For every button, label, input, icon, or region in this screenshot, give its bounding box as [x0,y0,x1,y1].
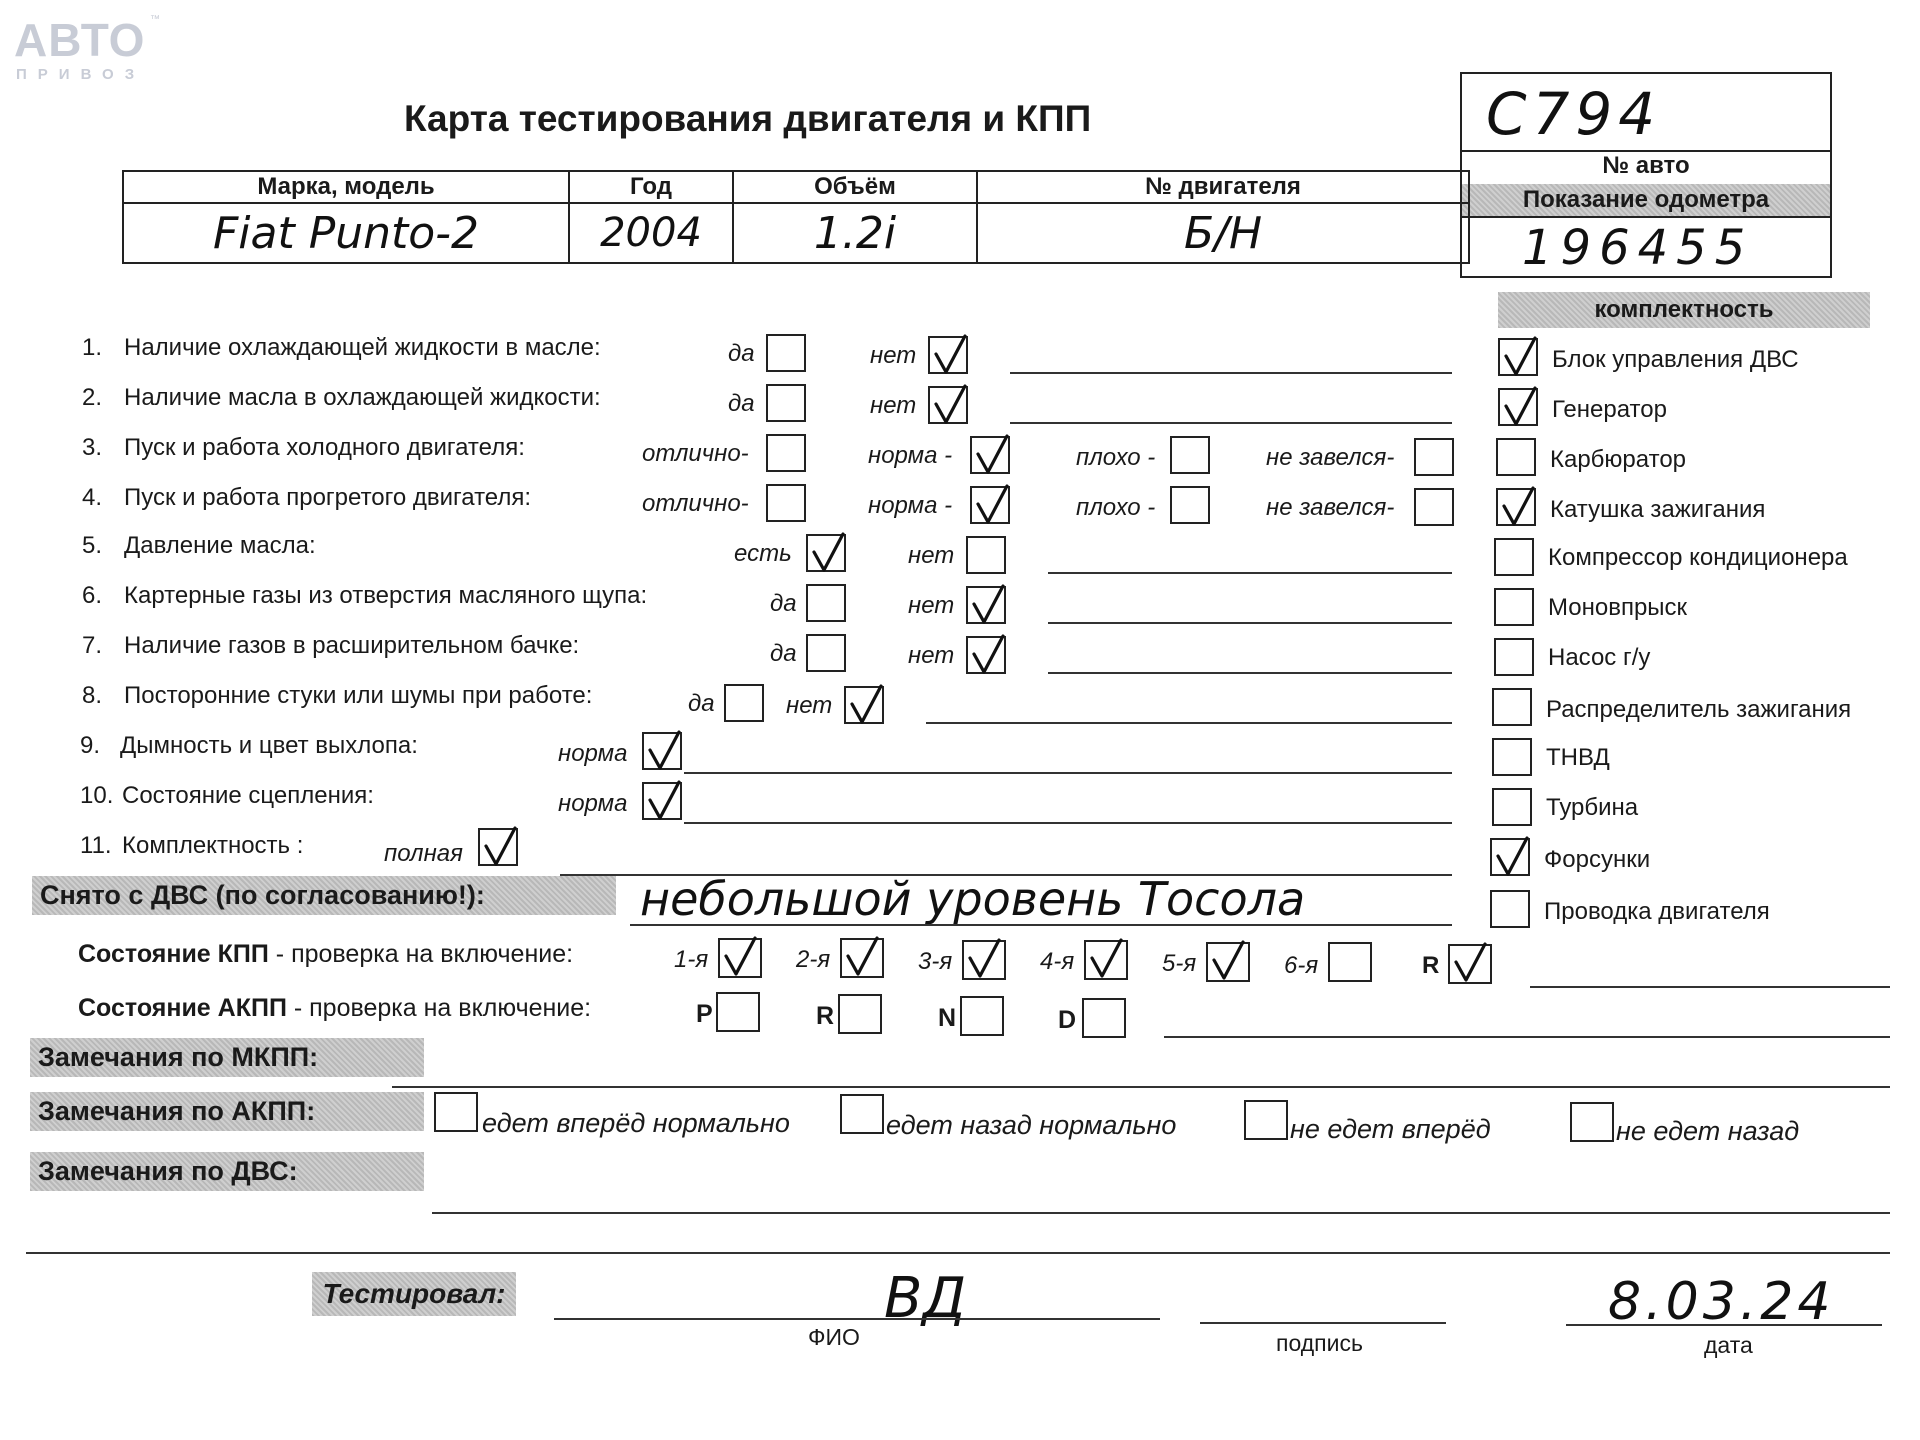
mode-d-label: D [1058,1006,1077,1034]
kit-checkbox-injectors[interactable] [1490,838,1530,876]
check-mark-icon [722,936,758,978]
row-8-yes-checkbox[interactable] [724,684,764,722]
mode-r-checkbox[interactable] [838,994,882,1034]
kit-item-wiring: Проводка двигателя [1544,898,1770,925]
row-7-number: 7. [82,632,103,659]
gear-4-label: 4-я [1040,948,1075,975]
check-mark-icon [966,938,1002,980]
row-4-normal-checkbox[interactable] [970,486,1010,524]
akpp-no-forward-checkbox[interactable] [1244,1100,1288,1140]
row-4-excellent-checkbox[interactable] [766,484,806,522]
check-mark-icon [1500,486,1536,528]
akpp-no-forward-label: не едет вперёд [1290,1114,1491,1144]
year-label: Год [569,171,733,203]
row-2-no-checkbox[interactable] [928,386,968,424]
gear-5-checkbox[interactable] [1206,942,1250,982]
mode-p-checkbox[interactable] [716,992,760,1032]
kit-item-mono-injection: Моновпрыск [1548,594,1688,621]
row-7-opt-yes-label: да [770,640,797,667]
row-3-excellent-checkbox[interactable] [766,434,806,472]
row-8-opt-yes-label: да [688,690,715,717]
row-10-number: 10. [80,782,114,809]
kit-item-distributor: Распределитель зажигания [1546,696,1852,723]
volume-label: Объём [733,171,977,203]
gear-r-checkbox[interactable] [1448,944,1492,984]
year-value: 2004 [569,203,733,263]
kit-checkbox-wiring[interactable] [1490,890,1530,928]
row-4-label: Пуск и работа прогретого двигателя: [124,484,532,511]
odometer-value: 196455 [1522,220,1754,276]
akpp-reverse-ok-label: едет назад нормально [886,1110,1177,1140]
check-mark-icon [1452,942,1488,984]
row-3-opt-bad-label: плохо - [1076,444,1156,471]
row-7-label: Наличие газов в расширительном бачке: [124,632,580,659]
kit-title: комплектность [1498,292,1870,328]
row-8-label: Посторонние стуки или шумы при работе: [124,682,593,709]
row-1-number: 1. [82,334,103,361]
row-11-opt-full-label: полная [384,840,463,867]
row-4-opt-normal-label: норма - [868,492,953,519]
row-6-opt-yes-label: да [770,590,797,617]
check-mark-icon [646,780,682,822]
kit-checkbox-ignition-coil[interactable] [1496,488,1536,526]
row-2-opt-yes-label: да [728,390,755,417]
kit-item-ignition-coil: Катушка зажигания [1550,496,1766,523]
row-3-normal-checkbox[interactable] [970,436,1010,474]
gear-2-checkbox[interactable] [840,938,884,978]
remarks-akpp-label: Замечания по АКПП: [30,1092,424,1131]
row-10-label: Состояние сцепления: [122,782,374,809]
akpp-reverse-ok-checkbox[interactable] [840,1094,884,1134]
volume-value: 1.2i [733,203,977,263]
row-1-opt-yes-label: да [728,340,755,367]
row-6-no-checkbox[interactable] [966,586,1006,624]
fio-caption: ФИО [808,1324,860,1350]
kit-item-ac-compressor: Компрессор кондиционера [1548,544,1848,571]
logo: АВТО [14,14,146,66]
row-2-opt-no-label: нет [870,392,917,419]
tester-name-value: ВД [884,1266,967,1331]
make-label: Марка, модель [123,171,569,203]
row-9-label: Дымность и цвет выхлопа: [120,732,418,759]
gear-3-label: 3-я [918,948,953,975]
mode-d-checkbox[interactable] [1082,998,1126,1038]
row-1-label: Наличие охлаждающей жидкости в масле: [124,334,601,361]
check-mark-icon [848,684,884,726]
car-number-box [1460,72,1832,278]
check-mark-icon [482,826,518,868]
akpp-label [78,994,591,1023]
row-11-number: 11. [80,832,112,859]
signature-caption: подпись [1276,1330,1363,1356]
kit-checkbox-ac-compressor[interactable] [1494,538,1534,576]
akpp-no-reverse-label: не едет назад [1616,1116,1800,1146]
kit-item-injection-pump: ТНВД [1546,744,1610,771]
row-11-label: Комплектность : [122,832,304,859]
row-5-opt-no-label: нет [908,542,955,569]
check-mark-icon [932,334,968,376]
row-5-no-checkbox[interactable] [966,536,1006,574]
kit-checkbox-turbine[interactable] [1492,788,1532,826]
row-5-yes-checkbox[interactable] [806,534,846,572]
engine-number-label: № двигателя [977,171,1469,203]
row-3-nostart-checkbox[interactable] [1414,438,1454,476]
row-9-opt-normal-label: норма [558,740,628,767]
row-5-opt-yes-label: есть [734,540,792,567]
kpp-label [78,940,573,969]
remarks-mkpp-label: Замечания по МКПП: [30,1038,424,1077]
row-8-number: 8. [82,682,103,709]
car-number-label: № авто [1602,152,1690,179]
logo-subtitle: ПРИВОЗ [16,66,146,83]
row-3-number: 3. [82,434,103,461]
kpp-label-text: - проверка на включение: [268,940,574,968]
check-mark-icon [810,532,846,574]
check-mark-icon [646,730,682,772]
mode-n-label: N [938,1004,957,1032]
kit-checkbox-ecu[interactable] [1498,338,1538,376]
row-4-opt-excellent-label: отлично- [642,490,749,517]
kit-checkbox-ps-pump[interactable] [1494,638,1534,676]
row-3-opt-nostart-label: не завелся- [1266,444,1395,471]
check-mark-icon [974,434,1010,476]
vehicle-header-table [122,170,1470,264]
tested-by-label: Тестировал: [312,1272,516,1316]
kit-item-ps-pump: Насос г/у [1548,644,1651,671]
check-mark-icon [1502,336,1538,378]
mode-r-label: R [816,1002,835,1030]
removed-handwritten-note: небольшой уровень Тосола [640,872,1306,926]
row-1-no-checkbox[interactable] [928,336,968,374]
row-2-label: Наличие масла в охлаждающей жидкости: [124,384,601,411]
row-9-normal-checkbox[interactable] [642,732,682,770]
logo-tm: ™ [150,14,160,25]
check-mark-icon [1502,386,1538,428]
row-6-opt-no-label: нет [908,592,955,619]
check-mark-icon [1088,938,1124,980]
akpp-label-bold: Состояние АКПП [78,994,287,1022]
akpp-no-reverse-checkbox[interactable] [1570,1102,1614,1142]
akpp-label-text: - проверка на включение: [286,994,592,1022]
row-4-bad-checkbox[interactable] [1170,486,1210,524]
row-1-yes-checkbox[interactable] [766,334,806,372]
check-mark-icon [970,634,1006,676]
kit-checkbox-generator[interactable] [1498,388,1538,426]
make-value: Fiat Punto-2 [123,203,569,263]
akpp-forward-ok-label: едет вперёд нормально [482,1108,790,1138]
check-mark-icon [1210,940,1246,982]
row-4-number: 4. [82,484,103,511]
row-7-opt-no-label: нет [908,642,955,669]
kit-item-carburetor: Карбюратор [1550,446,1687,473]
row-3-label: Пуск и работа холодного двигателя: [124,434,525,461]
gear-1-label: 1-я [674,946,709,973]
remarks-dvs-label: Замечания по ДВС: [30,1152,424,1191]
akpp-forward-ok-checkbox[interactable] [434,1092,478,1132]
gear-1-checkbox[interactable] [718,938,762,978]
mode-p-label: P [696,1000,713,1028]
kit-item-generator: Генератор [1552,396,1667,423]
mode-n-checkbox[interactable] [960,996,1004,1036]
kpp-label-bold: Состояние КПП [78,940,269,968]
row-7-yes-checkbox[interactable] [806,634,846,672]
engine-number-value: Б/Н [977,203,1469,263]
gear-3-checkbox[interactable] [962,940,1006,980]
row-6-number: 6. [82,582,103,609]
row-11-full-checkbox[interactable] [478,828,518,866]
row-6-yes-checkbox[interactable] [806,584,846,622]
row-5-number: 5. [82,532,103,559]
check-mark-icon [1494,836,1530,878]
row-10-normal-checkbox[interactable] [642,782,682,820]
row-8-no-checkbox[interactable] [844,686,884,724]
row-2-yes-checkbox[interactable] [766,384,806,422]
row-10-opt-normal-label: норма [558,790,628,817]
row-3-opt-excellent-label: отлично- [642,440,749,467]
check-mark-icon [844,936,880,978]
removed-label: Снято с ДВС (по согласованию!): [32,876,616,915]
row-8-opt-no-label: нет [786,692,833,719]
check-mark-icon [932,384,968,426]
gear-6-checkbox[interactable] [1328,942,1372,982]
gear-6-label: 6-я [1284,952,1319,979]
kit-item-injectors: Форсунки [1544,846,1651,873]
row-4-nostart-checkbox[interactable] [1414,488,1454,526]
check-mark-icon [970,584,1006,626]
row-5-label: Давление масла: [124,532,316,559]
gear-r-label: R [1422,952,1440,979]
row-7-no-checkbox[interactable] [966,636,1006,674]
row-4-opt-nostart-label: не завелся- [1266,494,1395,521]
date-caption: дата [1704,1332,1753,1358]
gear-5-label: 5-я [1162,950,1197,977]
kit-item-turbine: Турбина [1546,794,1639,821]
kit-item-ecu: Блок управления ДВС [1552,346,1799,373]
row-9-number: 9. [80,732,101,759]
row-2-number: 2. [82,384,103,411]
gear-4-checkbox[interactable] [1084,940,1128,980]
page-title: Карта тестирования двигателя и КПП [404,98,1092,139]
odometer-label: Показание одометра [1462,184,1830,216]
gear-2-label: 2-я [796,946,831,973]
row-6-label: Картерные газы из отверстия масляного щупа: [124,582,648,609]
row-4-opt-bad-label: плохо - [1076,494,1156,521]
date-value: 8.03.24 [1608,1272,1835,1332]
row-3-bad-checkbox[interactable] [1170,436,1210,474]
kit-checkbox-mono-injection[interactable] [1494,588,1534,626]
check-mark-icon [974,484,1010,526]
kit-checkbox-carburetor[interactable] [1496,438,1536,476]
row-3-opt-normal-label: норма - [868,442,953,469]
row-1-opt-no-label: нет [870,342,917,369]
kit-checkbox-injection-pump[interactable] [1492,738,1532,776]
kit-checkbox-distributor[interactable] [1492,688,1532,726]
car-number-value: C794 [1486,80,1662,148]
